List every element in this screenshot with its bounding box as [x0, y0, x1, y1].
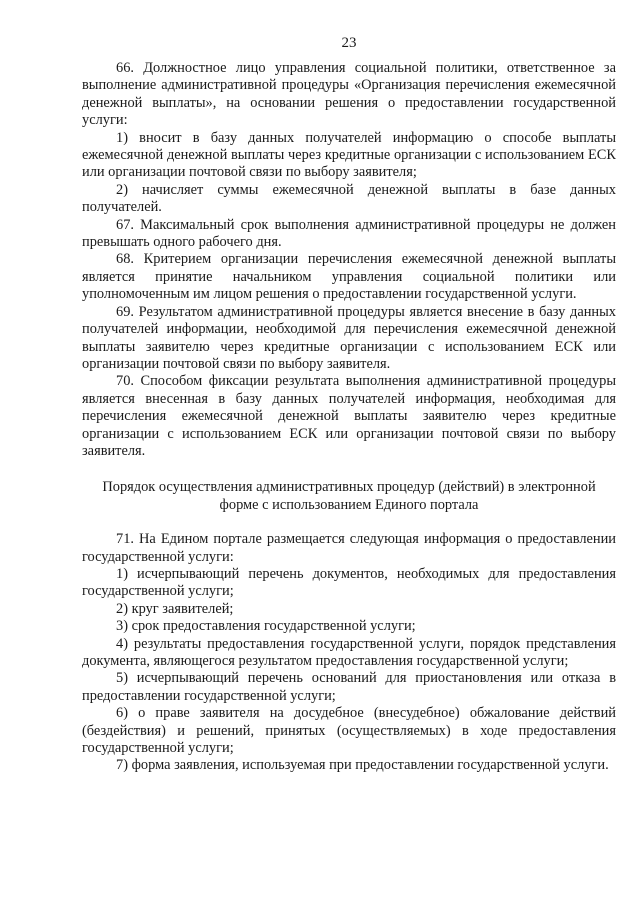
paragraph-71-item-4: 4) результаты предоставления государственной услуги, порядок представления документа, являющегося результатом предоставления государственной услуги; [82, 635, 616, 669]
paragraph-69: 69. Результатом административной процедуры является внесение в базу данных получателей информации, необходимой для перечисления ежемесячной денежной выплаты заявителю через кредитные организации с использованием ЕСК или организации почтовой связи по выбору заявителя. [82, 303, 616, 372]
paragraph-68: 68. Критерием организации перечисления ежемесячной денежной выплаты является принятие начальником управления социальной политики или уполномоченным им лицом решения о предоставлении государственной услуги. [82, 251, 616, 303]
paragraph-71-item-1: 1) исчерпывающий перечень документов, необходимых для предоставления государственной услуги; [82, 565, 616, 600]
paragraph-66: 66. Должностное лицо управления социальной политики, ответственное за выполнение административной процедуры «Организация перечисления ежемесячной денежной выплаты», на основании решения о предоставлении государственной услуги: [82, 60, 616, 129]
paragraph-71-item-3: 3) срок предоставления государственной услуги; [116, 618, 416, 635]
paragraph-71-item-5: 5) исчерпывающий перечень оснований для приостановления или отказа в предоставлении государственной услуги; [82, 670, 616, 704]
paragraph-66-item-2: 2) начисляет суммы ежемесячной денежной выплаты в базе данных получателей. [82, 181, 616, 216]
paragraph-71-item-6: 6) о праве заявителя на досудебное (внесудебное) обжалование действий (бездействия) и решений, принятых (осуществляемых) в ходе предоставления государственной услуги; [82, 705, 616, 757]
paragraph-70: 70. Способом фиксации результата выполнения административной процедуры является внесенная в базу данных получателей информация, необходимая для перечисления ежемесячной денежной выплаты заявителю через кредитные организации с использованием ЕСК или организации почтовой связи по выбору заявителя. [82, 373, 616, 459]
paragraph-66-item-1: 1) вносит в базу данных получателей информацию о способе выплаты ежемесячной денежной выплаты через кредитные организации с использованием ЕСК или организации почтовой связи по выбору заявителя; [82, 129, 616, 181]
document-body [82, 60, 616, 775]
paragraph-71-item-2: 2) круг заявителей; [116, 600, 234, 617]
paragraph-67: 67. Максимальный срок выполнения административной процедуры не должен превышать одного рабочего дня. [82, 216, 616, 251]
paragraph-71-item-7: 7) форма заявления, используемая при предоставлении государственной услуги. [116, 757, 609, 774]
page-number: 23 [341, 35, 357, 51]
section-heading: Порядок осуществления административных процедур (действий) в электронной форме с использованием Единого портала [102, 479, 596, 513]
paragraph-71: 71. На Едином портале размещается следующая информация о предоставлении государственной услуги: [82, 531, 616, 565]
